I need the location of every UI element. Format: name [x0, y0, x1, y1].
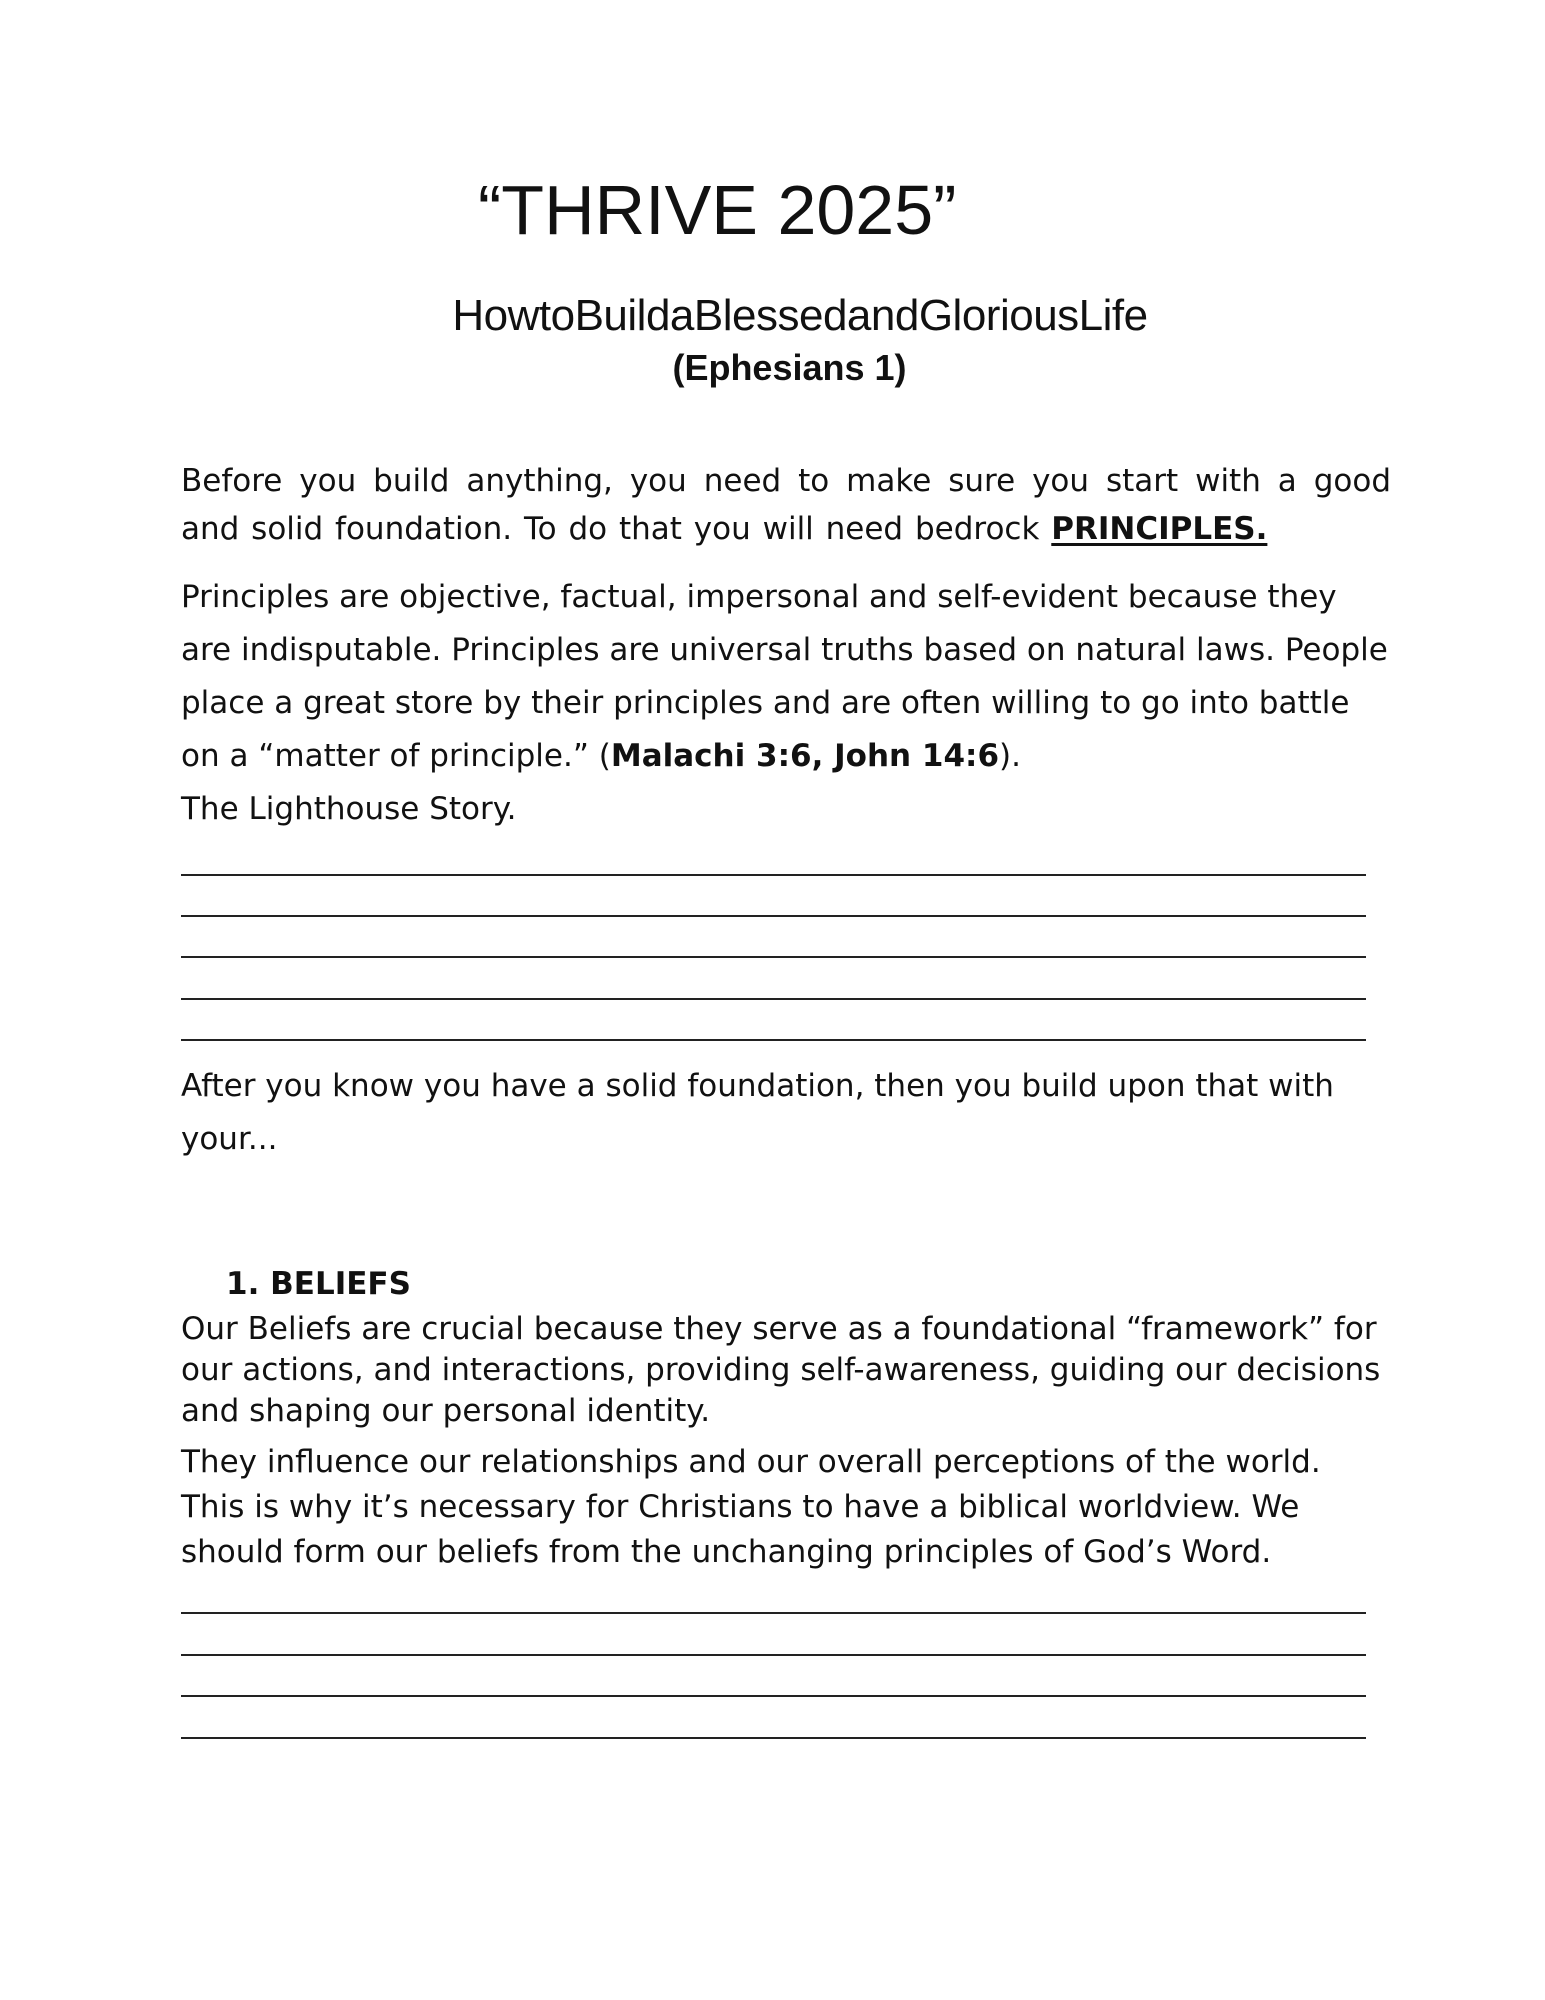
scripture-refs: Malachi 3:6, John 14:6 [610, 738, 1000, 774]
note-line [181, 915, 1366, 917]
principles-paragraph [181, 571, 1391, 836]
principles-text: Principles are objective, factual, impersonal and self-evident because they are indisputable. Principles are universal truths based on natural laws. People place a great store by their principles and are often willing to go into battle on a “matter of principle.” ( [181, 579, 1388, 774]
scripture-reference: (Ephesians 1) [672, 347, 907, 388]
intro-text: Before you build anything, you need to make sure you start with a good and solid foundation. To do that you will need bedrock [181, 463, 1391, 547]
note-line [181, 874, 1366, 876]
note-line [181, 1612, 1366, 1614]
principles-text-end: ). [999, 738, 1021, 774]
page-subtitle: HowtoBuildaBlessedandGloriousLife [452, 291, 1148, 340]
note-line [181, 956, 1366, 958]
note-line [181, 1737, 1366, 1739]
principles-emphasis: PRINCIPLES. [1051, 511, 1268, 547]
note-line [181, 1039, 1366, 1041]
beliefs-paragraph-2: They influence our relationships and our overall perceptions of the world. This is why it’s necessary for Christians to have a biblical worldview. We should form our beliefs from the unchanging principles of God’s Word. [181, 1444, 1321, 1570]
note-line [181, 1654, 1366, 1656]
intro-paragraph [181, 457, 1391, 553]
transition-paragraph: After you know you have a solid foundation, then you build upon that with your... [181, 1068, 1334, 1157]
beliefs-heading: 1. BELIEFS [226, 1266, 411, 1302]
note-line [181, 1695, 1366, 1697]
lighthouse-story-label: The Lighthouse Story. [181, 791, 517, 827]
beliefs-paragraph-1: Our Beliefs are crucial because they serve as a foundational “framework” for our actions, and interactions, providing self-awareness, guiding our decisions and shaping our personal identity. [181, 1311, 1381, 1429]
note-line [181, 998, 1366, 1000]
page-title: “THRIVE 2025” [478, 171, 957, 249]
